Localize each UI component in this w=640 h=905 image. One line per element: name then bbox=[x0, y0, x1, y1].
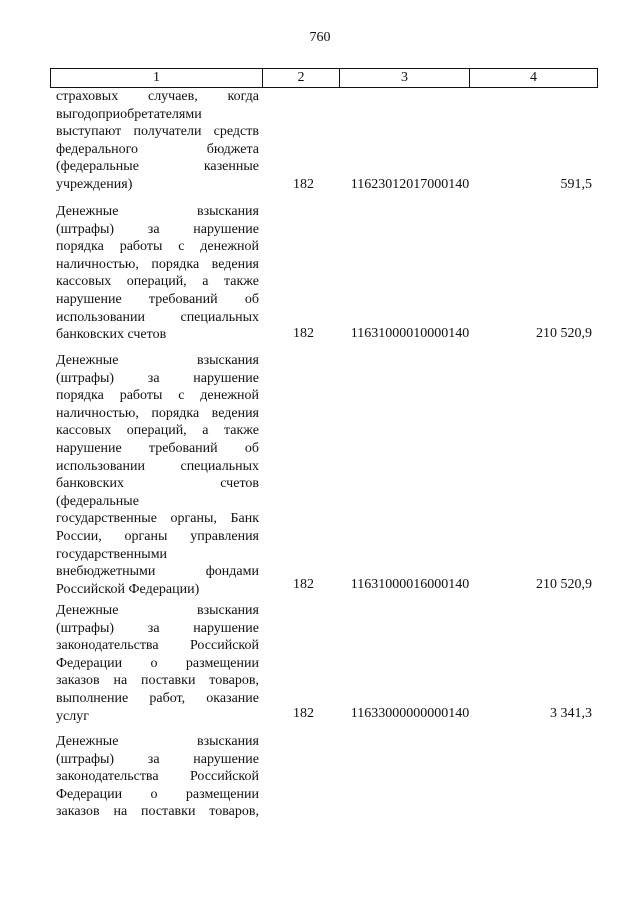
header-col-3: 3 bbox=[340, 69, 470, 87]
budget-code: 11631000016000140 bbox=[350, 577, 470, 592]
row-description: Денежные взыскания (штрафы) за нарушение порядка работы с денежной наличностью, порядка ведения кассовых операций, а также нарушение требований об использовании специальных банковских счетов bbox=[56, 204, 259, 343]
admin-code: 182 bbox=[293, 577, 314, 592]
row-description: страховых случаев, когда выгодоприобретателями выступают получатели средств федерального бюджета (федеральные казенные учреждения) bbox=[56, 89, 259, 192]
budget-code: 11623012017000140 bbox=[350, 177, 470, 192]
row-description: Денежные взыскания (штрафы) за нарушение порядка работы с денежной наличностью, порядка ведения кассовых операций, а также нарушение требований об использовании специальных банковских счетов (федеральные государственные органы, Банк России, органы управления государственными внебюджетными фондами Российской Федерации) bbox=[56, 353, 259, 597]
header-col-2: 2 bbox=[263, 69, 340, 87]
amount: 210 520,9 bbox=[536, 577, 592, 592]
header-col-4: 4 bbox=[530, 70, 537, 85]
row-description: Денежные взыскания (штрафы) за нарушение законодательства Российской Федерации о размещении заказов на поставки товаров, bbox=[56, 734, 259, 820]
budget-code: 11631000010000140 bbox=[350, 326, 470, 341]
admin-code: 182 bbox=[293, 177, 314, 192]
table-row bbox=[56, 602, 596, 725]
admin-code: 182 bbox=[293, 706, 314, 721]
table-row bbox=[56, 352, 596, 598]
row-description: Денежные взыскания (штрафы) за нарушение законодательства Российской Федерации о размещении заказов на поставки товаров, выполнение работ, оказание услуг bbox=[56, 603, 259, 724]
budget-code: 11633000000000140 bbox=[350, 706, 470, 721]
amount: 591,5 bbox=[560, 177, 592, 192]
table-row bbox=[56, 733, 596, 821]
amount: 210 520,9 bbox=[536, 326, 592, 341]
table-row bbox=[56, 203, 596, 344]
table-header bbox=[50, 68, 598, 88]
amount: 3 341,3 bbox=[550, 706, 592, 721]
header-col-1: 1 bbox=[51, 69, 263, 87]
admin-code: 182 bbox=[293, 326, 314, 341]
table-row bbox=[56, 88, 596, 194]
page-number: 760 bbox=[309, 30, 331, 45]
